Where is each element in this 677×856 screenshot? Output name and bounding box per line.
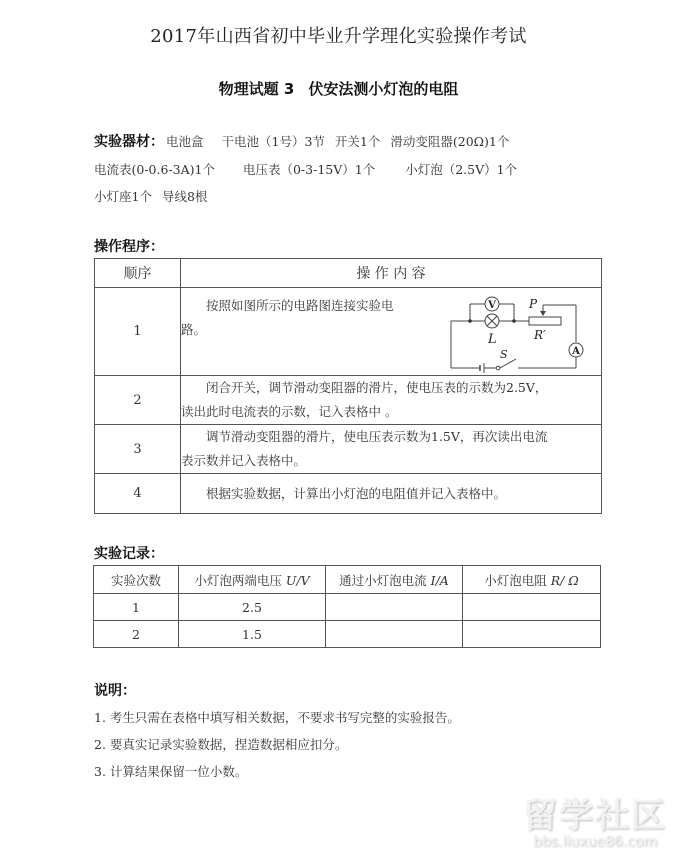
record-header-unit: U/V — [285, 572, 310, 588]
procedure-row — [95, 425, 602, 474]
procedure-step-number: 2 — [95, 376, 181, 425]
watermark — [523, 798, 667, 850]
equipment-item: 开关1个 — [334, 134, 381, 149]
record-header-text: 小灯泡电阻 — [484, 572, 551, 588]
rheostat-icon — [529, 317, 561, 325]
note-item: 1. 考生只需在表格中填写相关数据，不要求书写完整的实验报告。 — [94, 710, 460, 725]
record-header-unit: R/ Ω — [550, 572, 579, 588]
note-item: 3. 计算结果保留一位小数。 — [94, 764, 248, 779]
notes-section — [94, 680, 460, 780]
procedure-step-text: 根据实验数据，计算出小灯泡的电阻值并记入表格中。 — [206, 485, 507, 501]
record-header-trial — [94, 566, 179, 594]
equipment-item: 小灯泡（2.5V）1个 — [405, 162, 518, 177]
record-header-resistance — [463, 566, 601, 594]
equipment-item: 导线8根 — [161, 189, 208, 204]
record-header-unit: I/A — [430, 572, 449, 588]
equipment-label: 实验器材： — [94, 134, 164, 150]
record-header-text: 通过小灯泡电流 — [339, 572, 431, 588]
switch-pivot — [496, 366, 500, 370]
equipment-item: 干电池（1号）3节 — [221, 134, 325, 149]
procedure-step-content — [181, 376, 602, 425]
rheostat-label: R′ — [534, 328, 546, 342]
procedure-step-text: 调节滑动变阻器的滑片，使电压表示数为1.5V，再次读出电流 — [206, 429, 548, 444]
procedure-header-order: 顺序 — [95, 259, 181, 288]
equipment-item: 电池盒 — [166, 134, 204, 149]
record-header-text: 实验次数 — [110, 572, 161, 588]
junction-dot — [512, 319, 516, 323]
equipment-line-1 — [94, 131, 535, 151]
record-cell-voltage: 2.5 — [179, 594, 326, 621]
procedure-step-content — [181, 288, 602, 376]
record-header-current — [326, 566, 463, 594]
equipment-item: 电流表(0-0.6-3A)1个 — [94, 162, 215, 177]
procedure-row — [95, 376, 602, 425]
document-title: 2017年山西省初中毕业升学理化实验操作考试 — [150, 26, 527, 47]
equipment-section — [94, 131, 535, 205]
record-row — [94, 594, 601, 621]
equipment-line-3 — [94, 187, 535, 205]
voltmeter-label: V — [488, 300, 496, 311]
subtitle-topic-name: 伏安法测小灯泡的电阻 — [308, 80, 459, 98]
record-label: 实验记录： — [94, 546, 164, 562]
procedure-step-number: 3 — [95, 425, 181, 474]
procedure-step-text-cont: 读出此时电流表的示数，记入表格中 。 — [181, 404, 398, 419]
equipment-item: 小灯座1个 — [94, 189, 152, 204]
record-header-voltage — [179, 566, 326, 594]
procedure-row — [95, 288, 602, 376]
watermark-url: bbs.liuxue86.com — [532, 834, 658, 850]
procedure-step-text-cont: 路。 — [181, 322, 207, 337]
notes-label: 说明： — [94, 683, 136, 699]
record-cell-current[interactable] — [326, 621, 463, 648]
procedure-step-text: 闭合开关，调节滑动变阻器的滑片，使电压表的示数为2.5V， — [206, 380, 548, 395]
procedure-step-number: 1 — [95, 288, 181, 376]
record-cell-current[interactable] — [326, 594, 463, 621]
procedure-step-text-cont: 表示数并记入表格中。 — [181, 453, 307, 468]
record-cell-trial: 2 — [94, 621, 179, 648]
record-cell-resistance[interactable] — [463, 621, 601, 648]
record-row — [94, 621, 601, 648]
slider-label: P — [529, 297, 538, 311]
note-item: 2. 要真实记录实验数据，捏造数据相应扣分。 — [94, 737, 348, 752]
procedure-label: 操作程序： — [94, 239, 164, 255]
procedure-step-number: 4 — [95, 474, 181, 514]
record-cell-trial: 1 — [94, 594, 179, 621]
record-header-row — [94, 566, 601, 594]
slider-arrow-icon — [540, 311, 546, 316]
procedure-step-content — [181, 474, 602, 514]
equipment-item: 滑动变阻器(20Ω)1个 — [390, 134, 510, 149]
record-cell-resistance[interactable] — [463, 594, 601, 621]
junction-dot — [468, 319, 472, 323]
record-header-text: 小灯泡两端电压 — [194, 572, 286, 588]
watermark-logo: 留学社区 — [523, 796, 667, 836]
subtitle-topic-number: 物理试题 3 — [218, 80, 295, 98]
equipment-line-2 — [94, 160, 535, 178]
procedure-row — [95, 474, 602, 514]
equipment-item: 电压表（0-3-15V）1个 — [242, 162, 376, 177]
ammeter-label: A — [572, 346, 580, 357]
circuit-diagram — [448, 291, 593, 373]
procedure-header-row — [95, 259, 602, 288]
switch-label: S — [500, 348, 508, 361]
record-table — [93, 565, 601, 648]
procedure-step-text: 按照如图所示的电路图连接实验电 — [206, 298, 394, 313]
lamp-label: L — [488, 332, 497, 347]
procedure-table — [94, 258, 602, 514]
record-cell-voltage: 1.5 — [179, 621, 326, 648]
document-subtitle — [0, 78, 677, 99]
procedure-step-content — [181, 425, 602, 474]
procedure-header-content: 操 作 内 容 — [181, 259, 602, 288]
